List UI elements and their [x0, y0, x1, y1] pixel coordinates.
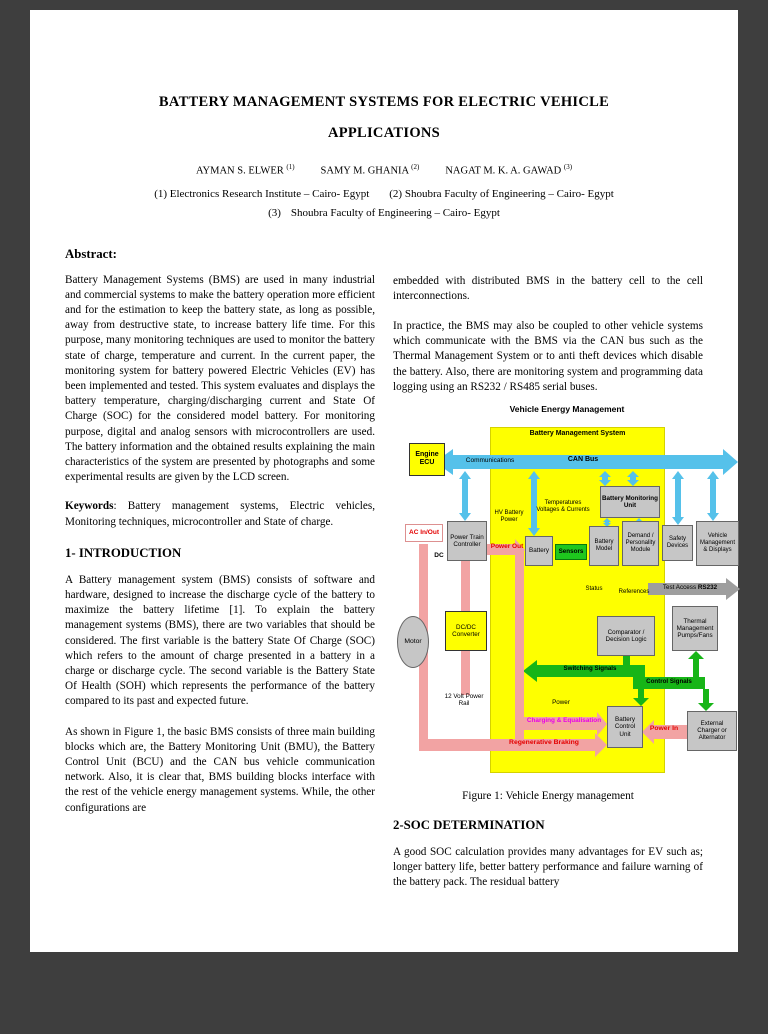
dc-label: DC	[431, 552, 447, 559]
control-signals-label: Control Signals	[646, 677, 692, 685]
keywords-text: : Battery management systems, Electric vehicles, Monitoring techniques, microcontroller and State of charge.	[65, 500, 375, 528]
charging-equalisation-label: Charging & Equalisation	[526, 716, 602, 724]
demand-personality-module-box: Demand / Personality Module	[622, 521, 659, 566]
status-label: Status	[585, 585, 603, 592]
sensors-box: Sensors	[555, 544, 587, 560]
figure-caption: Figure 1: Vehicle Energy management	[462, 789, 634, 802]
soc-heading: 2-SOC DETERMINATION	[393, 817, 545, 832]
affiliation-1: (1) Electronics Research Institute – Cairo- Egypt	[154, 187, 370, 200]
keywords-paragraph	[65, 499, 375, 529]
paper-title-line2: APPLICATIONS	[327, 125, 441, 141]
author-2-sup: (2)	[411, 163, 420, 171]
engine-ecu-box: Engine ECU	[409, 443, 445, 476]
ac-in-out-box: AC In/Out	[405, 524, 443, 542]
keywords-label: Keywords	[65, 500, 114, 513]
safety-devices-box: Safety Devices	[662, 525, 693, 561]
affiliation-3-number: (3)	[268, 206, 281, 219]
document-page	[30, 10, 738, 952]
right-paragraph-2: In practice, the BMS may also be coupled to other vehicle systems which communicate with the BMS via the CAN bus such as the Thermal Management System or to anti theft devices which disable the battery. Also, there are monitoring system and programming data logging using an RS232 / RS485 serial buses.	[393, 319, 703, 393]
author-1-name: AYMAN S. ELWER	[195, 165, 284, 177]
test-access-text: Test Access	[662, 583, 697, 591]
paper-title-line1: BATTERY MANAGEMENT SYSTEMS FOR ELECTRIC VEHICLE	[158, 94, 610, 110]
introduction-heading: 1- INTRODUCTION	[65, 545, 182, 560]
affiliation-2: (2) Shoubra Faculty of Engineering – Cairo- Egypt	[389, 187, 614, 200]
rs232-text: RS232	[697, 583, 718, 591]
abstract-body: Battery Management Systems (BMS) are used in many industrial and commercial systems to make the battery operation more efficient and for the estimation to keep the battery state, as long as possible, away from destructive state, to increase battery life time. For this purpose, many monitoring techniques are used to monitor the battery state of charge, temperature and current. In the current paper, the monitoring system for battery powered Electric Vehicles (EV) has been implemented and tested. This system evaluates and displays the battery temperature, charging/discharging current and State Of Charge (SOC) for the considered model battery. For monitoring purpose, digital and analog sensors with microcontrollers are used. The battery information and the obtained results explaining the main characteristics of the system are presented by photographs and some experimental results are given by the LCD screen.	[65, 273, 375, 484]
author-1	[196, 163, 295, 177]
dcdc-converter-box: DC/DC Converter	[445, 611, 487, 651]
author-3	[445, 163, 572, 177]
switching-signals-label: Switching Signals	[563, 664, 617, 672]
battery-control-unit-box: Battery Control Unit	[607, 706, 643, 748]
affiliation-3: Shoubra Faculty of Engineering – Cairo- Egypt	[290, 206, 500, 219]
author-3-name: NAGAT M. K. A. GAWAD	[445, 165, 562, 177]
power-out-label: Power Out	[490, 542, 524, 550]
twelve-volt-power-rail-label: 12 Volt Power Rail	[444, 692, 484, 708]
authors-line	[65, 163, 703, 177]
power-train-controller-box: Power Train Controller	[447, 521, 487, 561]
author-1-sup: (1)	[286, 163, 295, 171]
author-2-name: SAMY M. GHANIA	[320, 165, 409, 177]
battery-model-box: Battery Model	[589, 526, 619, 566]
bms-label: Battery Management System	[529, 429, 626, 437]
comparator-decision-logic-box: Comparator / Decision Logic	[597, 616, 655, 656]
author-2	[321, 163, 420, 177]
temperatures-voltages-currents-label: Temperatures Voltages & Currents	[536, 499, 590, 513]
battery-monitoring-unit-box: Battery Monitoring Unit	[600, 486, 660, 518]
affiliation-line-2	[65, 207, 703, 219]
external-charger-alternator-box: External Charger or Alternator	[687, 711, 737, 751]
motor-ellipse: Motor	[397, 616, 429, 668]
battery-box: Battery	[525, 536, 553, 566]
communications-label: Communications	[465, 456, 515, 464]
power-label: Power	[552, 698, 570, 706]
hv-battery-power-label: HV Battery Power	[494, 509, 524, 523]
right-paragraph-1: embedded with distributed BMS in the battery cell to the cell interconnections.	[393, 274, 703, 302]
two-column-body	[65, 246, 736, 891]
introduction-paragraph-2: As shown in Figure 1, the basic BMS consists of three main building blocks which are, the Battery Monitoring Unit (BMU), the Battery Control Unit (BCU) and the CAN bus vehicle communication network. Also, it is clear that, BMS building blocks interface with the rest of the vehicle energy management systems. While, the other configurations are	[65, 725, 375, 814]
introduction-paragraph-1: A Battery management system (BMS) consists of software and hardware, designed to increase the discharge cycle of the battery to maximize the battery lifetime [1]. To explain the battery management systems (BMS), there are two variables that should be considered. The first variable is the battery State Of Charge (SOC) which refers to the amount of charge presented in a battery in a charge or discharge cycle. The second variable is the Battery State Of Health (SOH) which represents the performance of the battery compared to its past and expected future.	[65, 573, 375, 708]
thermal-management-box: Thermal Management Pumps/Fans	[672, 606, 718, 651]
vehicle-management-displays-box: Vehicle Management & Displays	[696, 521, 739, 566]
figure-title: Vehicle Energy Management	[509, 403, 625, 414]
figure-1-vehicle-energy-management	[395, 403, 740, 785]
right-column	[393, 247, 736, 891]
affiliation-line-1	[65, 188, 703, 200]
power-in-label: Power In	[649, 724, 679, 732]
test-access-rs232-label	[651, 584, 729, 591]
references-label: References	[618, 588, 650, 595]
soc-paragraph: A good SOC calculation provides many advantages for EV such as; longer battery life, better battery performance and failure warning of the battery pack. The residual battery	[393, 845, 703, 889]
regenerative-braking-label: Regenerative Braking	[509, 738, 579, 746]
author-3-sup: (3)	[563, 163, 573, 171]
left-column	[65, 247, 375, 891]
abstract-heading: Abstract:	[65, 246, 117, 261]
can-bus-label: CAN Bus	[567, 455, 599, 463]
